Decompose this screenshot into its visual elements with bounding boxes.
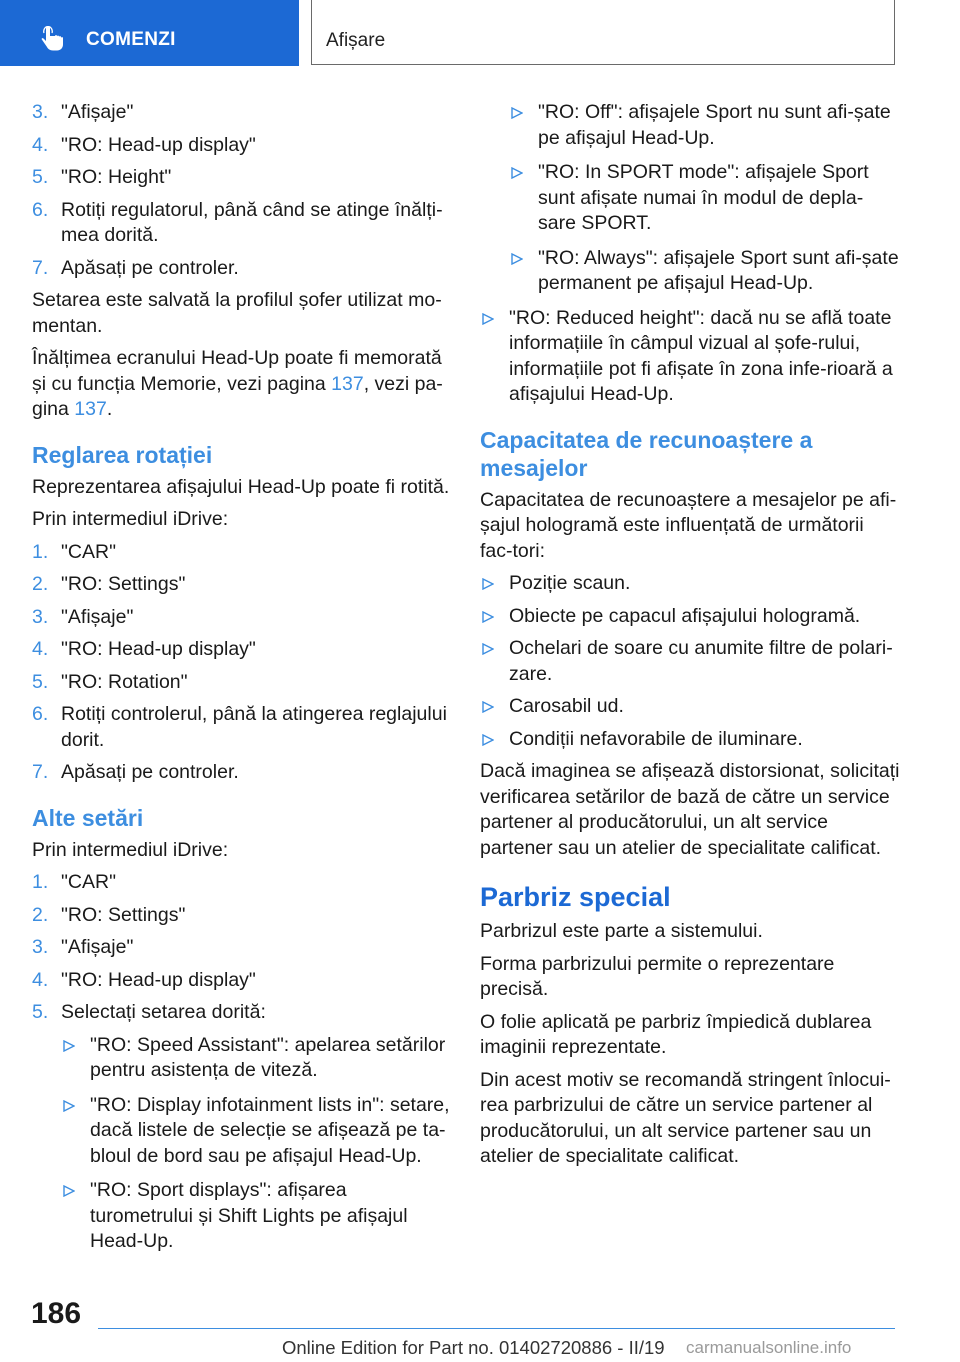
paragraph: Forma parbrizului permite o reprezentare precisă. bbox=[480, 952, 835, 1000]
paragraph: Dacă imaginea se afișează distorsionat, solicitați verificarea setărilor de bază de către un service partener al producătorului, un alt service partener sau un atelier de specialitate calificat. bbox=[480, 760, 900, 859]
step-text: "RO: Height" bbox=[61, 166, 172, 188]
step-number: 5. bbox=[32, 1001, 49, 1023]
factor-text: Carosabil ud. bbox=[509, 695, 624, 717]
step-number: 5. bbox=[32, 670, 49, 693]
list-item bbox=[32, 903, 452, 929]
watermark-logo: carmanualsonline.info bbox=[686, 1338, 852, 1357]
step-number: 1. bbox=[32, 540, 49, 563]
bullet-triangle-icon bbox=[482, 313, 494, 325]
step-number: 6. bbox=[32, 198, 49, 221]
paragraph: Reprezentarea afișajului Head-Up poate fi rotită. bbox=[32, 475, 450, 498]
bullet-triangle-icon bbox=[482, 701, 494, 713]
step-number: 2. bbox=[32, 573, 49, 595]
paragraph-text: . bbox=[106, 398, 113, 420]
option-text: "RO: Always": afișajele Sport sunt afi-șate permanent pe afișajul Head-Up. bbox=[538, 246, 899, 294]
list-item bbox=[480, 306, 900, 408]
height-steps-list bbox=[32, 100, 452, 281]
section-heading: Alte setări bbox=[32, 804, 144, 831]
step-text: "RO: Rotation" bbox=[61, 670, 188, 693]
list-item bbox=[61, 1093, 452, 1170]
page-link[interactable]: 137 bbox=[331, 372, 364, 395]
step-text: "RO: Head-up display" bbox=[61, 968, 256, 991]
list-item bbox=[32, 540, 452, 566]
step-number: 2. bbox=[32, 903, 49, 926]
factor-text: Poziție scaun. bbox=[509, 572, 631, 594]
step-text: "Afișaje" bbox=[61, 101, 134, 123]
chapter-tab[interactable] bbox=[0, 0, 299, 66]
step-number: 7. bbox=[32, 256, 49, 279]
list-item bbox=[480, 636, 900, 687]
list-item bbox=[32, 572, 452, 598]
list-item bbox=[32, 1000, 452, 1255]
bullet-triangle-icon bbox=[482, 643, 494, 655]
list-item bbox=[480, 604, 900, 630]
list-item bbox=[32, 605, 452, 631]
option-text: "RO: Speed Assistant": apelarea setărilor pentru asistența de viteză. bbox=[90, 1033, 446, 1081]
footer-divider bbox=[98, 1328, 895, 1329]
section-tab-label: Afișare bbox=[326, 30, 386, 51]
list-item bbox=[61, 1033, 452, 1084]
paragraph: Setarea este salvată la profilul șofer utilizat mo-mentan. bbox=[32, 289, 442, 337]
list-item bbox=[32, 100, 452, 126]
paragraph: O folie aplicată pe parbriz împiedică dublarea imaginii reprezentate. bbox=[480, 1010, 872, 1058]
list-item bbox=[32, 760, 452, 786]
step-number: 6. bbox=[32, 703, 49, 725]
other-settings-list bbox=[32, 870, 452, 1255]
list-item bbox=[509, 246, 900, 297]
list-item bbox=[32, 133, 452, 159]
bullet-triangle-icon bbox=[63, 1100, 75, 1112]
list-item bbox=[32, 637, 452, 663]
step-text: "CAR" bbox=[61, 540, 117, 563]
option-text: "RO: Off": afișajele Sport nu sunt afi-șate pe afișajul Head-Up. bbox=[538, 101, 891, 149]
step-number: 1. bbox=[32, 871, 49, 893]
edition-text: Online Edition for Part no. 01402720886 - II/19 bbox=[282, 1337, 665, 1358]
page-number: 186 bbox=[31, 1297, 82, 1330]
step-text: Rotiți regulatorul, până când se atinge înălți-mea dorită. bbox=[61, 198, 443, 246]
factor-text: Obiecte pe capacul afișajului hologramă. bbox=[509, 604, 861, 627]
list-item bbox=[32, 198, 452, 249]
bullet-triangle-icon bbox=[63, 1040, 75, 1052]
bullet-triangle-icon bbox=[482, 578, 494, 590]
page-link[interactable]: 137 bbox=[74, 398, 107, 420]
list-item bbox=[32, 968, 452, 994]
option-text: "RO: Sport displays": afișarea turometrului și Shift Lights pe afișajul Head-Up. bbox=[90, 1179, 408, 1252]
step-text: "Afișaje" bbox=[61, 936, 134, 958]
step-text: "CAR" bbox=[61, 871, 117, 893]
list-item bbox=[480, 694, 900, 720]
section-tab[interactable] bbox=[311, 0, 895, 65]
section-heading: Capacitatea de recunoaștere a mesajelor bbox=[480, 426, 813, 481]
left-column bbox=[32, 100, 452, 1264]
bullet-triangle-icon bbox=[511, 253, 523, 265]
option-text: "RO: Display infotainment lists in": setare, dacă listele de selecție se afișează pe ta-bloul de bord sau pe afișajul Head-Up. bbox=[90, 1093, 450, 1167]
chapter-tab-label: COMENZI bbox=[86, 29, 176, 50]
list-item bbox=[509, 160, 900, 237]
memory-paragraph bbox=[32, 346, 452, 423]
list-item bbox=[32, 870, 452, 896]
factors-list bbox=[480, 571, 900, 752]
step-text: Apăsați pe controler. bbox=[61, 761, 239, 783]
list-item bbox=[32, 165, 452, 191]
step-number: 4. bbox=[32, 638, 49, 660]
step-number: 3. bbox=[32, 101, 49, 123]
factor-text: Condiții nefavorabile de iluminare. bbox=[509, 727, 803, 750]
paragraph: Parbrizul este parte a sistemului. bbox=[480, 920, 763, 942]
step-number: 7. bbox=[32, 761, 49, 783]
paragraph: Capacitatea de recunoaștere a mesajelor pe afi-șajul hologramă este influențată de următorii fac-tori: bbox=[480, 488, 897, 562]
option-text: "RO: In SPORT mode": afișajele Sport sunt afișate numai în modul de depla-sare SPORT. bbox=[538, 161, 869, 234]
step-number: 5. bbox=[32, 166, 49, 188]
section-heading: Reglarea rotației bbox=[32, 441, 213, 468]
paragraph-text: Înălțimea ecranului Head-Up poate fi memorată și cu funcția Memorie, vezi pagina bbox=[32, 347, 442, 395]
reduced-height-list bbox=[480, 306, 900, 408]
paragraph: Prin intermediul iDrive: bbox=[32, 508, 229, 530]
step-text: "RO: Head-up display" bbox=[61, 638, 256, 660]
list-item bbox=[509, 100, 900, 151]
step-text: Rotiți controlerul, până la atingerea reglajului dorit. bbox=[61, 703, 447, 751]
page-header bbox=[0, 0, 960, 66]
list-item bbox=[32, 935, 452, 961]
step-text: "RO: Settings" bbox=[61, 573, 186, 595]
bullet-triangle-icon bbox=[482, 734, 494, 746]
option-text: "RO: Reduced height": dacă nu se află toate informațiile în câmpul vizual al șofe-rului, informațiile pot fi afișate în zona infe-rioară a afișajului Head-Up. bbox=[509, 306, 893, 405]
settings-options-list bbox=[61, 1033, 452, 1255]
step-number: 4. bbox=[32, 968, 49, 991]
step-text: Selectați setarea dorită: bbox=[61, 1001, 266, 1023]
step-text: "RO: Head-up display" bbox=[61, 133, 256, 156]
paragraph: Prin intermediul iDrive: bbox=[32, 838, 229, 861]
step-text: "Afișaje" bbox=[61, 605, 134, 628]
step-text: "RO: Settings" bbox=[61, 903, 186, 926]
bullet-triangle-icon bbox=[63, 1185, 75, 1197]
right-column bbox=[480, 100, 900, 1177]
list-item bbox=[480, 571, 900, 597]
step-number: 4. bbox=[32, 133, 49, 156]
list-item bbox=[32, 670, 452, 696]
list-item bbox=[61, 1178, 452, 1255]
hand-pointer-icon bbox=[40, 26, 66, 52]
bullet-triangle-icon bbox=[511, 167, 523, 179]
list-item bbox=[480, 727, 900, 753]
step-number: 3. bbox=[32, 936, 49, 958]
list-item bbox=[32, 702, 452, 753]
bullet-triangle-icon bbox=[511, 107, 523, 119]
bullet-triangle-icon bbox=[482, 611, 494, 623]
chapter-heading: Parbriz special bbox=[480, 882, 671, 912]
list-item bbox=[32, 256, 452, 282]
rotation-steps-list bbox=[32, 540, 452, 786]
paragraph: Din acest motiv se recomandă stringent înlocui-rea parbrizului de către un service partener al producătorului, un alt service partener sau un atelier de specialitate calificat. bbox=[480, 1068, 891, 1167]
step-text: Apăsați pe controler. bbox=[61, 256, 239, 279]
factor-text: Ochelari de soare cu anumite filtre de polari-zare. bbox=[509, 637, 893, 685]
step-number: 3. bbox=[32, 605, 49, 628]
paragraph-text: , vezi pa-gina bbox=[32, 372, 443, 420]
sport-options-list bbox=[480, 100, 900, 297]
